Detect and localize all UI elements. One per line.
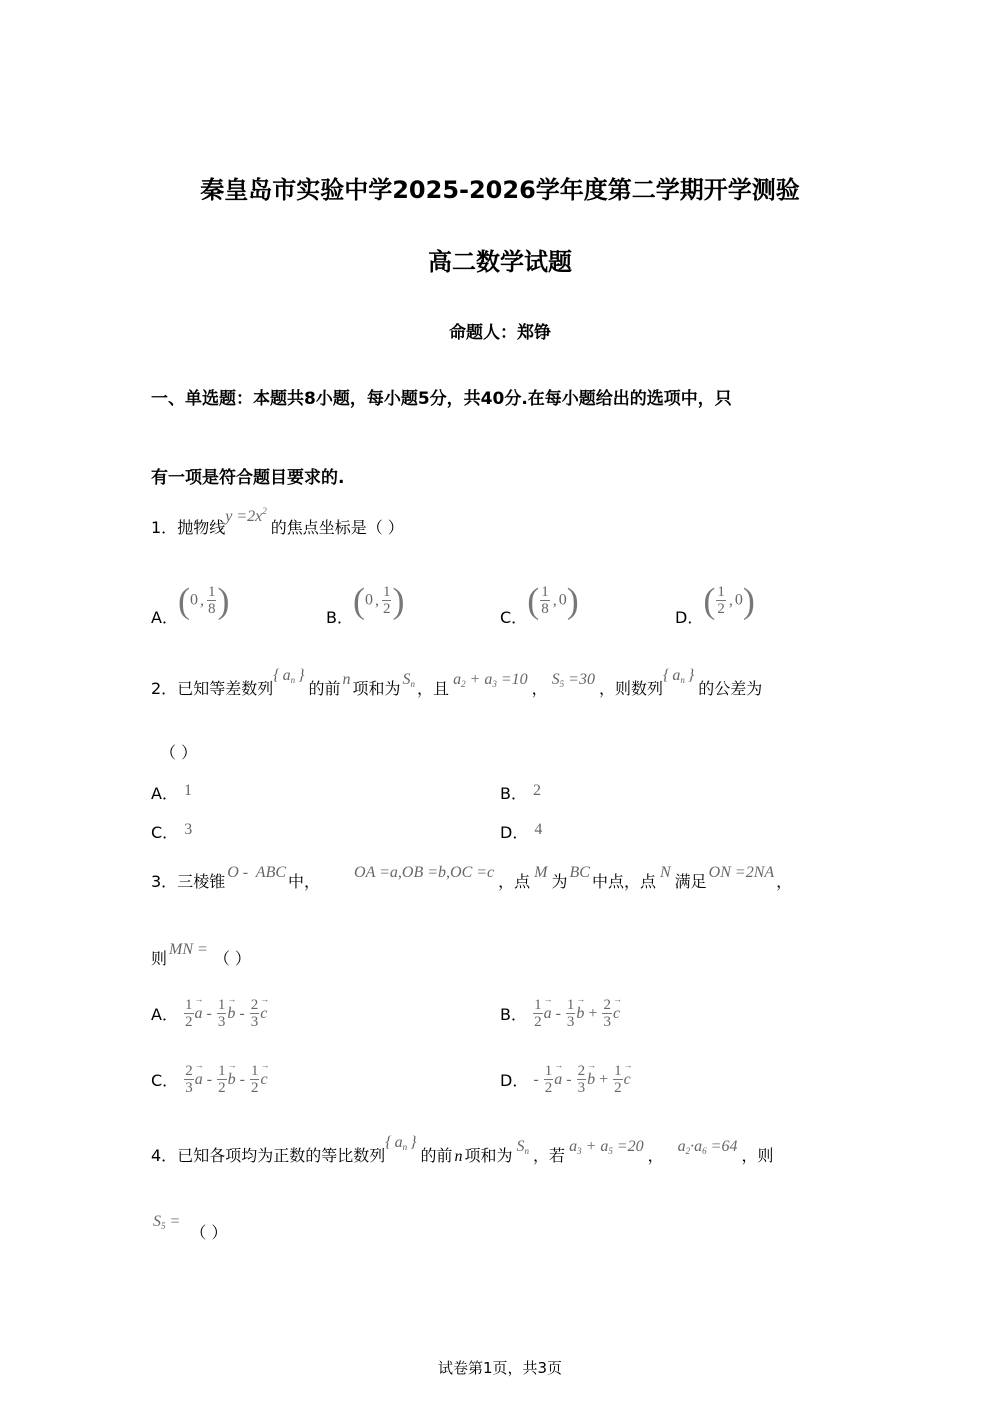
option-1c[interactable]: C．( $\frac{1}{8}$ , 0) xyxy=(500,580,579,627)
page-title: 秦皇岛市实验中学2025-2026学年度第二学期开学测验 xyxy=(200,176,800,204)
answer-paren: （ ） xyxy=(160,743,198,762)
question-4: 4．已知各项均为正数的等比数列{ $a_n$ }的前 n 项和为 $S_n$ ，若 $a_3 + a_5 =20$ ， $a_2\cdot a_6 =64$ ，则 xyxy=(151,1134,774,1165)
option-2b[interactable]: B． 2 xyxy=(500,782,541,803)
option-2a[interactable]: A． 1 xyxy=(151,782,192,803)
option-1b[interactable]: B．(0 , $\frac{1}{2}$ ) xyxy=(326,580,405,627)
question-number: 1． xyxy=(151,518,178,537)
page-footer: 试卷第1页，共3页 xyxy=(437,1359,563,1377)
option-1d[interactable]: D．( $\frac{1}{2}$ , 0) xyxy=(675,580,755,627)
author-line: 命题人：郑铮 xyxy=(449,323,551,343)
math-expression: $y =2x^2$ xyxy=(225,506,267,525)
question-4-line2: $S_5$ =（ ） xyxy=(153,1213,228,1242)
question-number: 3． xyxy=(151,872,178,891)
question-1: 1．抛物线$y =2x^2$的焦点坐标是（ ） xyxy=(151,506,404,537)
section-heading: 一、单选题：本题共8小题，每小题5分，共40分.在每小题给出的选项中，只 xyxy=(151,389,732,409)
question-2: 2．已知等差数列{ $a_n$ }的前 n 项和为 $S_n$ ，且 $a_2 + a_3 =10$ ， $S_5 =30$ ，则数列{ $a_n$ }的公差为 xyxy=(151,667,763,698)
question-3-line2: 则 MN = （ ） xyxy=(151,941,251,968)
option-3a[interactable]: A． $\frac{1}{2}$ → a - $\frac{1}{3}$ → b - $\frac{2}{3}$ → c xyxy=(151,997,267,1030)
page-subtitle: 高二数学试题 xyxy=(428,248,572,276)
option-3c[interactable]: C． $\frac{2}{3}$ → a - $\frac{1}{2}$ → b - $\frac{1}{2}$ → c xyxy=(151,1063,268,1096)
option-2c[interactable]: C． 3 xyxy=(151,821,193,842)
option-3b[interactable]: B． $\frac{1}{2}$ → a - $\frac{1}{3}$ → b + $\frac{2}{3}$ → c xyxy=(500,997,620,1030)
option-3d[interactable]: D． - $\frac{1}{2}$ → a - $\frac{2}{3}$ → b + $\frac{1}{2}$ → c xyxy=(500,1063,631,1096)
option-1a[interactable]: A．(0 , $\frac{1}{8}$ ) xyxy=(151,580,230,627)
section-heading-cont: 有一项是符合题目要求的. xyxy=(151,468,345,488)
option-2d[interactable]: D． 4 xyxy=(500,821,543,842)
question-number: 2． xyxy=(151,679,178,698)
question-3: 3．三棱锥 O - ABC 中， OA =a,OB =b,OC =c ，点 M 为 BC 中点，点 N 满足 ON =2NA ， xyxy=(151,864,793,891)
question-number: 4． xyxy=(151,1146,178,1165)
